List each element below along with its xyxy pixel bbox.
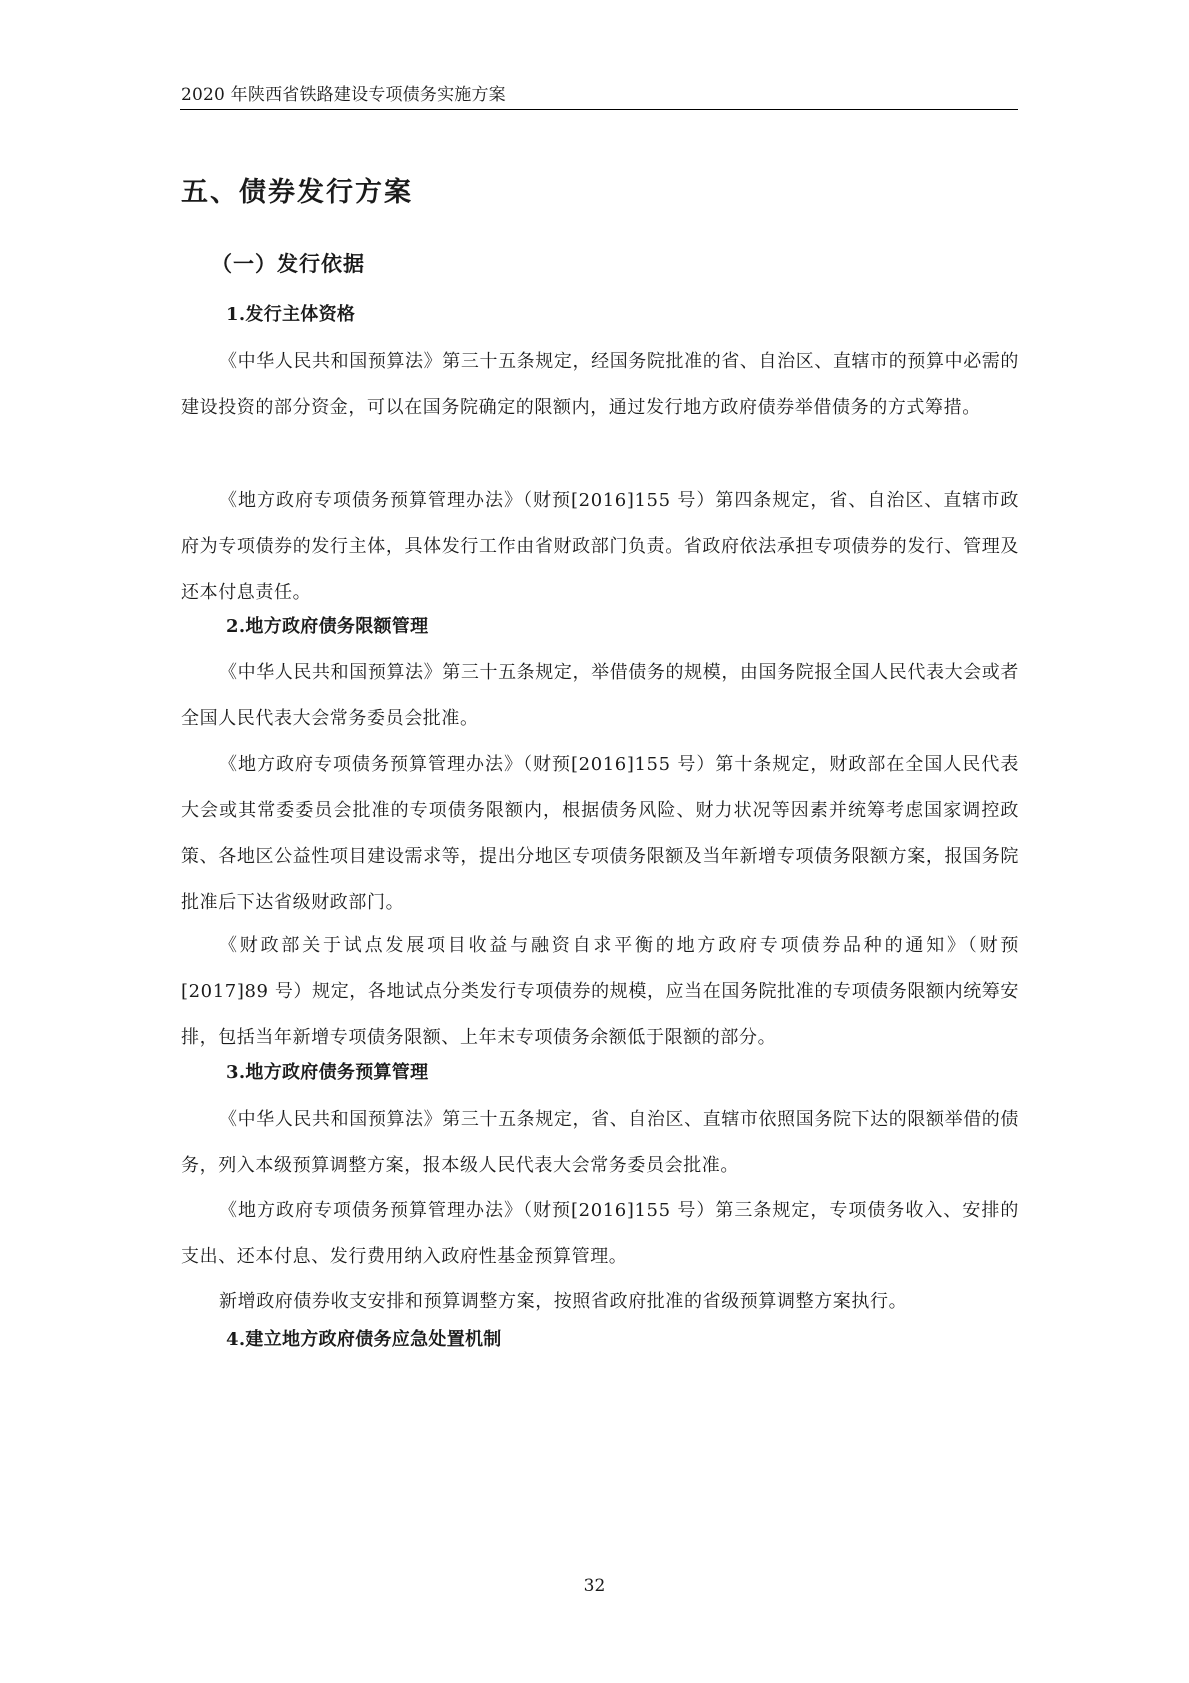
paragraph: 《地方政府专项债务预算管理办法》（财预[2016]155 号）第十条规定，财政部在全国人民代表大会或其常委委员会批准的专项债务限额内，根据债务风险、财力状况等因素并统筹考虑国家调控政策、各地区公益性项目建设需求等，提出分地区专项债务限额及当年新增专项债务限额方案，报国务院批准后下达省级财政部门。 [181,754,1019,913]
subsection-title: （一）发行依据 [211,251,365,276]
section-title: 五、债券发行方案 [181,177,413,208]
paragraph: 《地方政府专项债务预算管理办法》（财预[2016]155 号）第四条规定，省、自治区、直辖市政府为专项债券的发行主体，具体发行工作由省财政部门负责。省政府依法承担专项债券的发行、管理及还本付息责任。 [181,490,1019,603]
item-heading-4: 4.建立地方政府债务应急处置机制 [226,1329,502,1350]
running-header: 2020 年陕西省铁路建设专项债务实施方案 [181,85,506,105]
paragraph: 《财政部关于试点发展项目收益与融资自求平衡的地方政府专项债券品种的通知》（财预[2017]89 号）规定，各地试点分类发行专项债券的规模，应当在国务院批准的专项债务限额内统筹安排，包括当年新增专项债务限额、上年末专项债务余额低于限额的部分。 [181,935,1019,1048]
paragraph: 《中华人民共和国预算法》第三十五条规定，经国务院批准的省、自治区、直辖市的预算中必需的建设投资的部分资金，可以在国务院确定的限额内，通过发行地方政府债券举借债务的方式筹措。 [181,351,1019,418]
paragraph: 新增政府债券收支安排和预算调整方案，按照省政府批准的省级预算调整方案执行。 [219,1291,908,1312]
page-number: 32 [583,1576,606,1596]
item-heading-3: 3.地方政府债务预算管理 [226,1062,429,1083]
paragraph: 《地方政府专项债务预算管理办法》（财预[2016]155 号）第三条规定，专项债务收入、安排的支出、还本付息、发行费用纳入政府性基金预算管理。 [181,1200,1019,1267]
item-heading-1: 1.发行主体资格 [226,304,356,325]
header-rule [180,109,1018,110]
item-heading-2: 2.地方政府债务限额管理 [226,616,429,637]
paragraph: 《中华人民共和国预算法》第三十五条规定，举借债务的规模，由国务院报全国人民代表大会或者全国人民代表大会常务委员会批准。 [181,662,1019,729]
paragraph: 《中华人民共和国预算法》第三十五条规定，省、自治区、直辖市依照国务院下达的限额举借的债务，列入本级预算调整方案，报本级人民代表大会常务委员会批准。 [181,1109,1019,1176]
